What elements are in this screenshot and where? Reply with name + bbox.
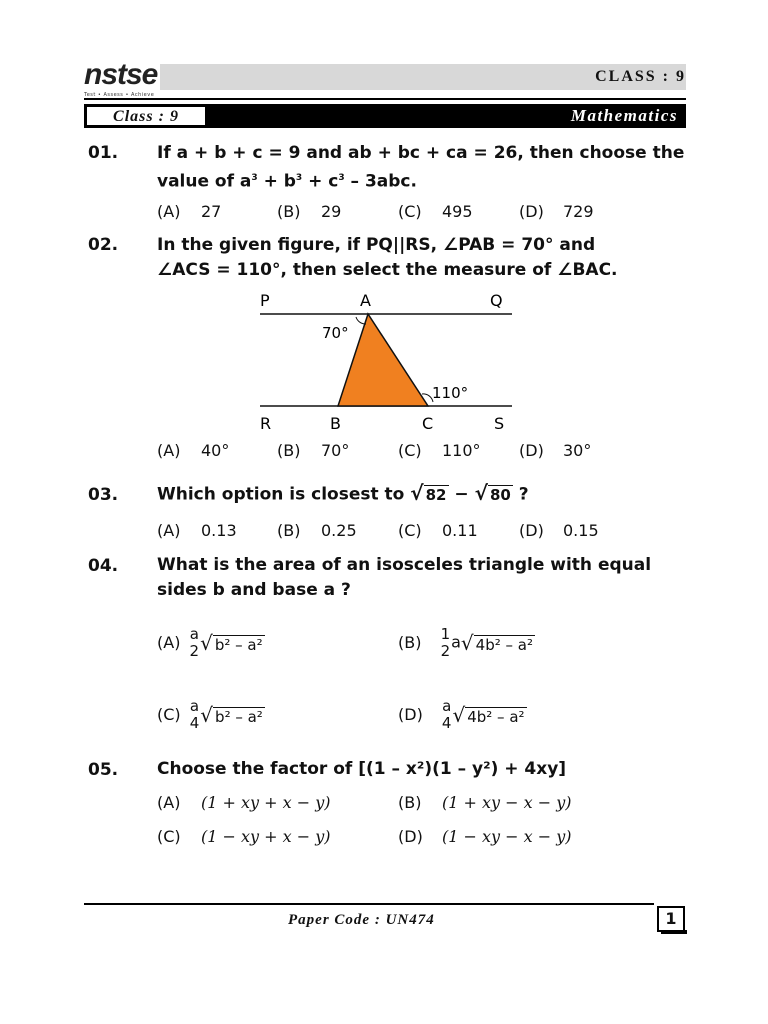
option-c: (C) 110° [398,441,481,460]
page-number: 1 [657,906,685,932]
sqrt-82: √ 82 [410,481,447,505]
question-4-text [157,553,685,603]
question-1-text [157,141,685,195]
subject-title: Mathematics [570,106,678,125]
option-b: (B) (1 + xy − x − y) [398,793,572,812]
question-4-line2: sides b and base a ? [157,580,351,600]
angle-label-70: 70° [322,324,349,342]
label-p: P [260,291,270,310]
nstse-logo [84,60,158,100]
question-1-line1: If a + b + c = 9 and ab + bc + ca = 26, then choose the [157,143,685,163]
triangle-abc [338,314,428,406]
question-number: 05. [88,760,119,780]
option-c: (C) (1 − xy + x − y) [157,827,331,846]
option-d: (D) 0.15 [519,521,599,540]
question-5-text: Choose the factor of [(1 – x²)(1 – y²) + 4xy] [157,759,567,779]
option-b: (B) 1 2 a√ 4b² – a² [398,625,533,660]
logo-tagline: Test • Assess • Achieve [84,92,155,98]
option-c: (C) a 4 √ b² – a² [157,697,263,732]
paper-code: Paper Code : UN474 [288,912,435,928]
option-a: (A) 0.13 [157,521,237,540]
question-3-text: Which option is closest to √ 82 − √ 80 ? [157,481,685,508]
header-divider [84,98,686,100]
question-number: 03. [88,485,119,505]
label-a: A [360,291,371,310]
option-a: (A) 40° [157,441,230,460]
question-number: 02. [88,235,119,255]
geometry-figure [250,288,520,436]
option-b: (B) 0.25 [277,521,357,540]
angle-label-110: 110° [432,384,469,402]
logo-text: nstse [84,58,158,91]
question-number: 01. [88,143,119,163]
option-a: (A) 27 [157,202,222,221]
question-2-text [157,233,685,283]
option-a: (A) a 2 √ b² – a² [157,625,263,660]
option-c: (C) 0.11 [398,521,478,540]
question-2-line2: ∠ACS = 110°, then select the measure of ∠BAC. [157,260,618,280]
option-c: (C) 495 [398,202,473,221]
sqrt-80: √ 80 [474,481,511,505]
question-4-line1: What is the area of an isosceles triangle with equal [157,555,652,575]
option-d: (D) a 4 √ 4b² – a² [398,697,525,732]
option-b: (B) 70° [277,441,350,460]
class-box: Class : 9 [86,106,206,126]
option-d: (D) 729 [519,202,594,221]
question-number: 04. [88,556,119,576]
class-label: CLASS : 9 [595,68,686,85]
option-d: (D) (1 − xy − x − y) [398,827,572,846]
option-a: (A) (1 + xy + x − y) [157,793,331,812]
label-s: S [494,414,505,433]
question-1-line2: value of $a^3 + b^3 + c^3 - 3abc$. [157,171,417,192]
label-c: C [422,414,434,433]
footer-divider [84,903,654,905]
label-q: Q [490,291,503,310]
label-r: R [260,414,272,433]
label-b: B [330,414,341,433]
question-2-line1: In the given figure, if PQ||RS, ∠PAB = 70° and [157,235,596,255]
option-d: (D) 30° [519,441,592,460]
option-b: (B) 29 [277,202,342,221]
